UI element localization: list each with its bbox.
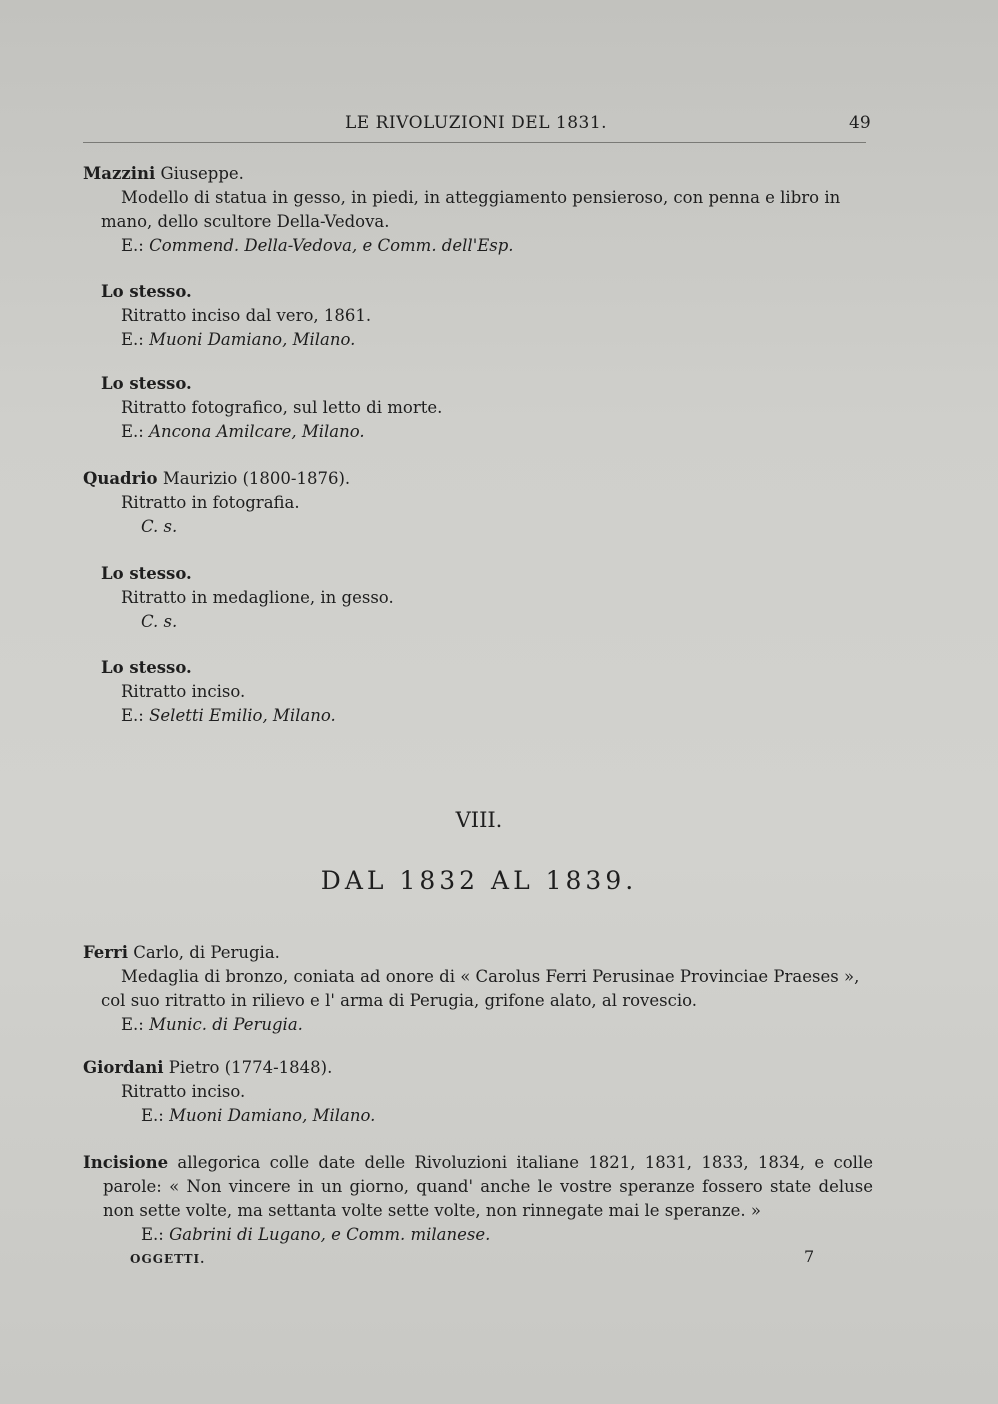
entry-rest: Maurizio (1800-1876). (157, 469, 351, 488)
entry-name: Lo stesso. (101, 374, 192, 393)
running-title: LE RIVOLUZIONI DEL 1831. (345, 113, 608, 133)
entry-desc-cont: mano, dello scultore Della-Vedova. (101, 212, 390, 231)
entry-giordani (83, 1056, 873, 1128)
entry-desc: Modello di statua in gesso, in piedi, in atteggiamento pensieroso, con penna e libro in (121, 188, 841, 207)
entry-desc-cont: col suo ritratto in rilievo e l' arma di Perugia, grifone alato, al rovescio. (101, 991, 698, 1010)
signature-mark: OGGETTI. (130, 1252, 206, 1266)
entry-desc: Medaglia di bronzo, coniata ad onore di « Carolus Ferri Perusinae Provinciae Praeses », (121, 967, 860, 986)
entry-name: Mazzini (83, 164, 156, 183)
entry-ferri (83, 941, 873, 1037)
entry-name: Giordani (83, 1058, 164, 1077)
entry-source-label: E.: (121, 422, 150, 441)
section-number: VIII. (455, 808, 503, 832)
entry-source: Ancona Amilcare, Milano. (149, 422, 365, 441)
entry-source: C. s. (141, 517, 178, 536)
page-number: 49 (849, 113, 871, 133)
entry-desc: Ritratto in fotografia. (121, 493, 300, 512)
entry-source: Seletti Emilio, Milano. (149, 706, 336, 725)
entry-rest: allegorica colle date delle Rivoluzioni italiane 1821, 1831, 1833, 1834, e colle parole: « Non vincere in un giorno, quand' anche le vostre speranze fossero state deluse non sette volte, ma settanta volte sette volte, non rinnegate mai le speranze. » (103, 1153, 873, 1220)
entry-source: Gabrini di Lugano, e Comm. milanese. (169, 1225, 491, 1244)
entry-rest: Pietro (1774-1848). (163, 1058, 333, 1077)
entry-name: Lo stesso. (101, 282, 192, 301)
entry-desc: Ritratto inciso dal vero, 1861. (121, 306, 372, 325)
section-title: DAL 1832 AL 1839. (320, 866, 638, 895)
entry-desc: Ritratto inciso. (121, 682, 246, 701)
entry-quadrio (83, 467, 873, 539)
entry-source-label: E.: (121, 236, 150, 255)
entry-source: Commend. Della-Vedova, e Comm. dell'Esp. (149, 236, 514, 255)
entry-name: Quadrio (83, 469, 158, 488)
entry-rest: Carlo, di Perugia. (127, 943, 280, 962)
entry-desc: Ritratto inciso. (121, 1082, 246, 1101)
entry-lo-stesso-1 (83, 280, 873, 352)
entry-source-label: E.: (141, 1106, 170, 1125)
entry-name: Ferri (83, 943, 128, 962)
entry-source: Munic. di Perugia. (149, 1015, 303, 1034)
entry-source: C. s. (141, 612, 178, 631)
entry-source-label: E.: (121, 330, 150, 349)
entry-incisione (83, 1151, 873, 1247)
entry-desc: Ritratto fotografico, sul letto di morte. (121, 398, 443, 417)
entry-lo-stesso-3 (83, 562, 873, 634)
entry-desc: Ritratto in medaglione, in gesso. (121, 588, 394, 607)
entry-source: Muoni Damiano, Milano. (169, 1106, 376, 1125)
entry-source-label: E.: (121, 1015, 150, 1034)
running-header (0, 113, 998, 139)
sheet-number: 7 (804, 1247, 815, 1266)
entry-source-label: E.: (141, 1225, 170, 1244)
entry-name: Incisione (83, 1153, 169, 1172)
entry-lo-stesso-2 (83, 372, 873, 444)
entry-name: Lo stesso. (101, 564, 192, 583)
entry-lo-stesso-4 (83, 656, 873, 728)
entry-rest: Giuseppe. (155, 164, 244, 183)
entry-source-label: E.: (121, 706, 150, 725)
entry-source: Muoni Damiano, Milano. (149, 330, 356, 349)
entry-mazzini (83, 162, 873, 258)
header-rule (83, 142, 866, 143)
entry-name: Lo stesso. (101, 658, 192, 677)
